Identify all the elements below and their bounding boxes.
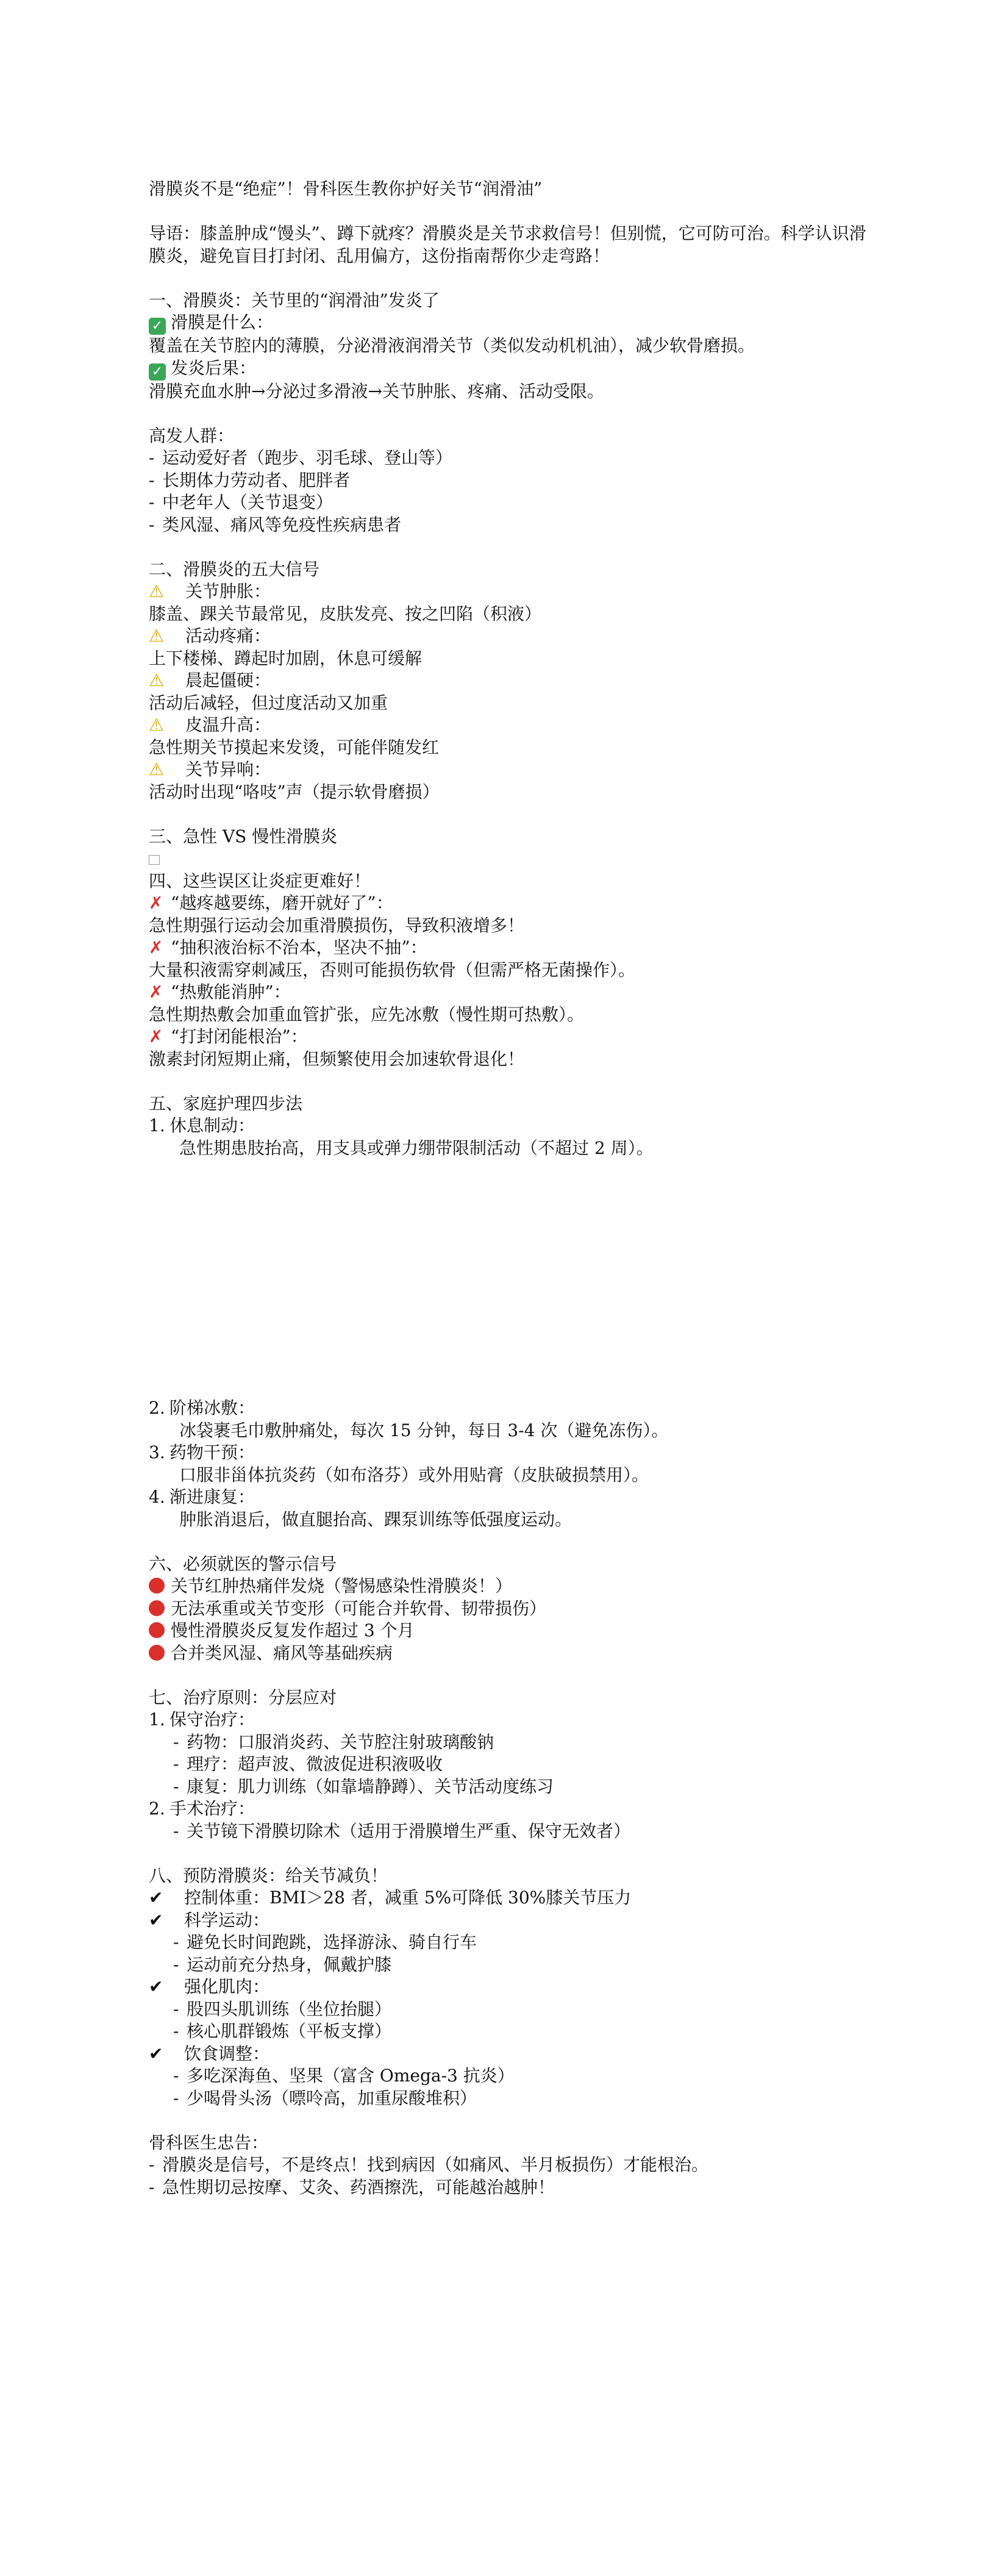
section-5-heading: 五、家庭护理四步法 bbox=[149, 1093, 303, 1114]
signal-label: 关节异响： bbox=[185, 759, 271, 779]
cross-mark-icon: ✗ bbox=[149, 982, 163, 1002]
step-desc: 肿胀消退后，做直腿抬高、踝泵训练等低强度运动。 bbox=[179, 1509, 572, 1530]
step-item: 2. 阶梯冰敷： bbox=[149, 1398, 255, 1418]
check-icon: ✔ bbox=[149, 2043, 163, 2064]
cross-mark-icon: ✗ bbox=[149, 937, 163, 957]
warning-icon: ⚠ bbox=[149, 759, 165, 779]
list-item: - 中老年人（关节退变） bbox=[149, 492, 333, 512]
step-desc: 冰袋裹毛巾敷肿痛处，每次 15 分钟，每日 3-4 次（避免冻伤）。 bbox=[179, 1420, 669, 1440]
signal-desc: 上下楼梯、蹲起时加剧，休息可缓解 bbox=[149, 648, 423, 668]
step-desc: 口服非甾体抗炎药（如布洛芬）或外用贴膏（皮肤破损禁用）。 bbox=[179, 1464, 649, 1485]
warning-item: 合并类风湿、痛风等基础疾病 bbox=[149, 1642, 868, 1665]
red-circle-icon bbox=[149, 1578, 165, 1594]
check-icon: ✔ bbox=[149, 1887, 163, 1908]
myth-desc: 急性期热敷会加重血管扩张，应先冰敷（慢性期可热敷）。 bbox=[149, 1004, 585, 1025]
s1-question-2: 发炎后果： bbox=[171, 357, 257, 378]
risk-heading: 高发人群： bbox=[149, 425, 235, 446]
signal-desc: 活动时出现“咯吱”声（提示软骨磨损） bbox=[149, 781, 440, 802]
myth-label: “打封闭能根治”： bbox=[171, 1026, 308, 1046]
prevention-item: 饮食调整： bbox=[184, 2043, 270, 2064]
prevention-item: 控制体重：BMI＞28 者，减重 5%可降低 30%膝关节压力 bbox=[184, 1887, 632, 1908]
signal-label: 关节肿胀： bbox=[185, 581, 271, 601]
list-item: - 理疗：超声波、微波促进积液吸收 bbox=[173, 1754, 443, 1774]
check-mark-icon: ✓ bbox=[149, 363, 166, 381]
section-4-heading: 四、这些误区让炎症更难好！ bbox=[149, 870, 371, 891]
list-item: - 运动前充分热身，佩戴护膝 bbox=[173, 1954, 392, 1975]
article bbox=[149, 178, 868, 2199]
warning-icon: ⚠ bbox=[149, 581, 165, 601]
s1-answer-2: 滑膜充血水肿→分泌过多滑液→关节肿胀、疼痛、活动受限。 bbox=[149, 381, 604, 401]
warning-icon: ⚠ bbox=[149, 670, 165, 690]
signal-desc: 活动后减轻，但过度活动又加重 bbox=[149, 692, 388, 713]
warning-icon: ⚠ bbox=[149, 715, 165, 735]
list-item: - 少喝骨头汤（嘌呤高，加重尿酸堆积） bbox=[173, 2088, 477, 2108]
list-item: - 避免长时间跑跳，选择游泳、骑自行车 bbox=[173, 1932, 477, 1952]
list-item: - 长期体力劳动者、肥胖者 bbox=[149, 470, 351, 490]
warning-item: 关节红肿热痛伴发烧（警惕感染性滑膜炎！） bbox=[149, 1575, 868, 1598]
step-item: 1. 休息制动： bbox=[149, 1115, 255, 1136]
step-item: 3. 药物干预： bbox=[149, 1442, 255, 1462]
section-1-heading: 一、滑膜炎：关节里的“润滑油”发炎了 bbox=[149, 290, 440, 310]
prevention-item: 科学运动： bbox=[184, 1909, 270, 1930]
list-item: - 急性期切忌按摩、艾灸、药酒擦洗，可能越治越肿！ bbox=[149, 2177, 555, 2197]
section-6-heading: 六、必须就医的警示信号 bbox=[149, 1553, 337, 1574]
advice-heading: 骨科医生忠告： bbox=[149, 2132, 269, 2153]
cross-mark-icon: ✗ bbox=[149, 893, 163, 913]
list-item: - 运动爱好者（跑步、羽毛球、登山等） bbox=[149, 448, 453, 468]
signal-label: 晨起僵硬： bbox=[185, 670, 271, 690]
prevention-item: 强化肌肉： bbox=[184, 1977, 270, 1997]
warning-item: 慢性滑膜炎反复发作超过 3 个月 bbox=[149, 1620, 868, 1642]
list-item: - 康复：肌力训练（如靠墙静蹲）、关节活动度练习 bbox=[173, 1776, 554, 1797]
signal-desc: 膝盖、踝关节最常见，皮肤发亮、按之凹陷（积液） bbox=[149, 603, 542, 624]
list-item: - 核心肌群锻炼（平板支撑） bbox=[173, 2021, 392, 2041]
intro-line-1: 导语：膝盖肿成“馒头”、蹲下就疼？滑膜炎是关节求救信号！但别慌，它可防可治。科学认识滑 bbox=[149, 223, 866, 243]
list-item: - 滑膜炎是信号，不是终点！找到病因（如痛风、半月板损伤）才能根治。 bbox=[149, 2155, 709, 2175]
treatment-item: 2. 手术治疗： bbox=[149, 1798, 255, 1819]
article-title: 滑膜炎不是“绝症”！骨科医生教你护好关节“润滑油” bbox=[149, 179, 543, 199]
check-mark-icon: ✓ bbox=[149, 318, 166, 335]
myth-desc: 激素封闭短期止痛，但频繁使用会加速软骨退化！ bbox=[149, 1048, 525, 1069]
section-3-heading: 三、急性 VS 慢性滑膜炎 bbox=[149, 826, 338, 846]
step-desc: 急性期患肢抬高，用支具或弹力绷带限制活动（不超过 2 周）。 bbox=[179, 1137, 654, 1158]
signal-label: 活动疼痛： bbox=[185, 626, 271, 646]
check-icon: ✔ bbox=[149, 1909, 163, 1930]
list-item: - 多吃深海鱼、坚果（富含 Omega-3 抗炎） bbox=[173, 2066, 515, 2086]
broken-image-icon bbox=[149, 855, 160, 865]
myth-label: “热敷能消肿”： bbox=[171, 982, 291, 1002]
red-circle-icon bbox=[149, 1645, 165, 1661]
signal-desc: 急性期关节摸起来发烫，可能伴随发红 bbox=[149, 737, 440, 757]
section-7-heading: 七、治疗原则：分层应对 bbox=[149, 1687, 337, 1708]
cross-mark-icon: ✗ bbox=[149, 1026, 163, 1046]
intro-line-2: 膜炎，避免盲目打封闭、乱用偏方，这份指南帮你少走弯路！ bbox=[149, 245, 610, 266]
myth-label: “越疼越要练，磨开就好了”： bbox=[171, 893, 393, 913]
list-item: - 关节镜下滑膜切除术（适用于滑膜增生严重、保守无效者） bbox=[173, 1820, 631, 1841]
list-item: - 类风湿、痛风等免疫性疾病患者 bbox=[149, 514, 402, 535]
s1-question-1: 滑膜是什么： bbox=[171, 312, 274, 332]
red-circle-icon bbox=[149, 1622, 165, 1638]
myth-desc: 大量积液需穿刺减压，否则可能损伤软骨（但需严格无菌操作）。 bbox=[149, 959, 636, 980]
warning-item: 无法承重或关节变形（可能合并软骨、韧带损伤） bbox=[149, 1598, 868, 1620]
list-item: - 药物：口服消炎药、关节腔注射玻璃酸钠 bbox=[173, 1731, 494, 1752]
treatment-item: 1. 保守治疗： bbox=[149, 1709, 255, 1730]
s1-answer-1: 覆盖在关节腔内的薄膜，分泌滑液润滑关节（类似发动机机油），减少软骨磨损。 bbox=[149, 335, 755, 356]
step-item: 4. 渐进康复： bbox=[149, 1487, 255, 1507]
myth-label: “抽积液治标不治本，坚决不抽”： bbox=[171, 937, 427, 957]
list-item: - 股四头肌训练（坐位抬腿） bbox=[173, 1998, 392, 2019]
check-icon: ✔ bbox=[149, 1977, 163, 1997]
red-circle-icon bbox=[149, 1600, 165, 1616]
myth-desc: 急性期强行运动会加重滑膜损伤，导致积液增多！ bbox=[149, 915, 525, 936]
signal-label: 皮温升高： bbox=[185, 715, 271, 735]
warning-icon: ⚠ bbox=[149, 626, 165, 646]
section-8-heading: 八、预防滑膜炎：给关节减负！ bbox=[149, 1865, 388, 1886]
section-2-heading: 二、滑膜炎的五大信号 bbox=[149, 559, 320, 579]
